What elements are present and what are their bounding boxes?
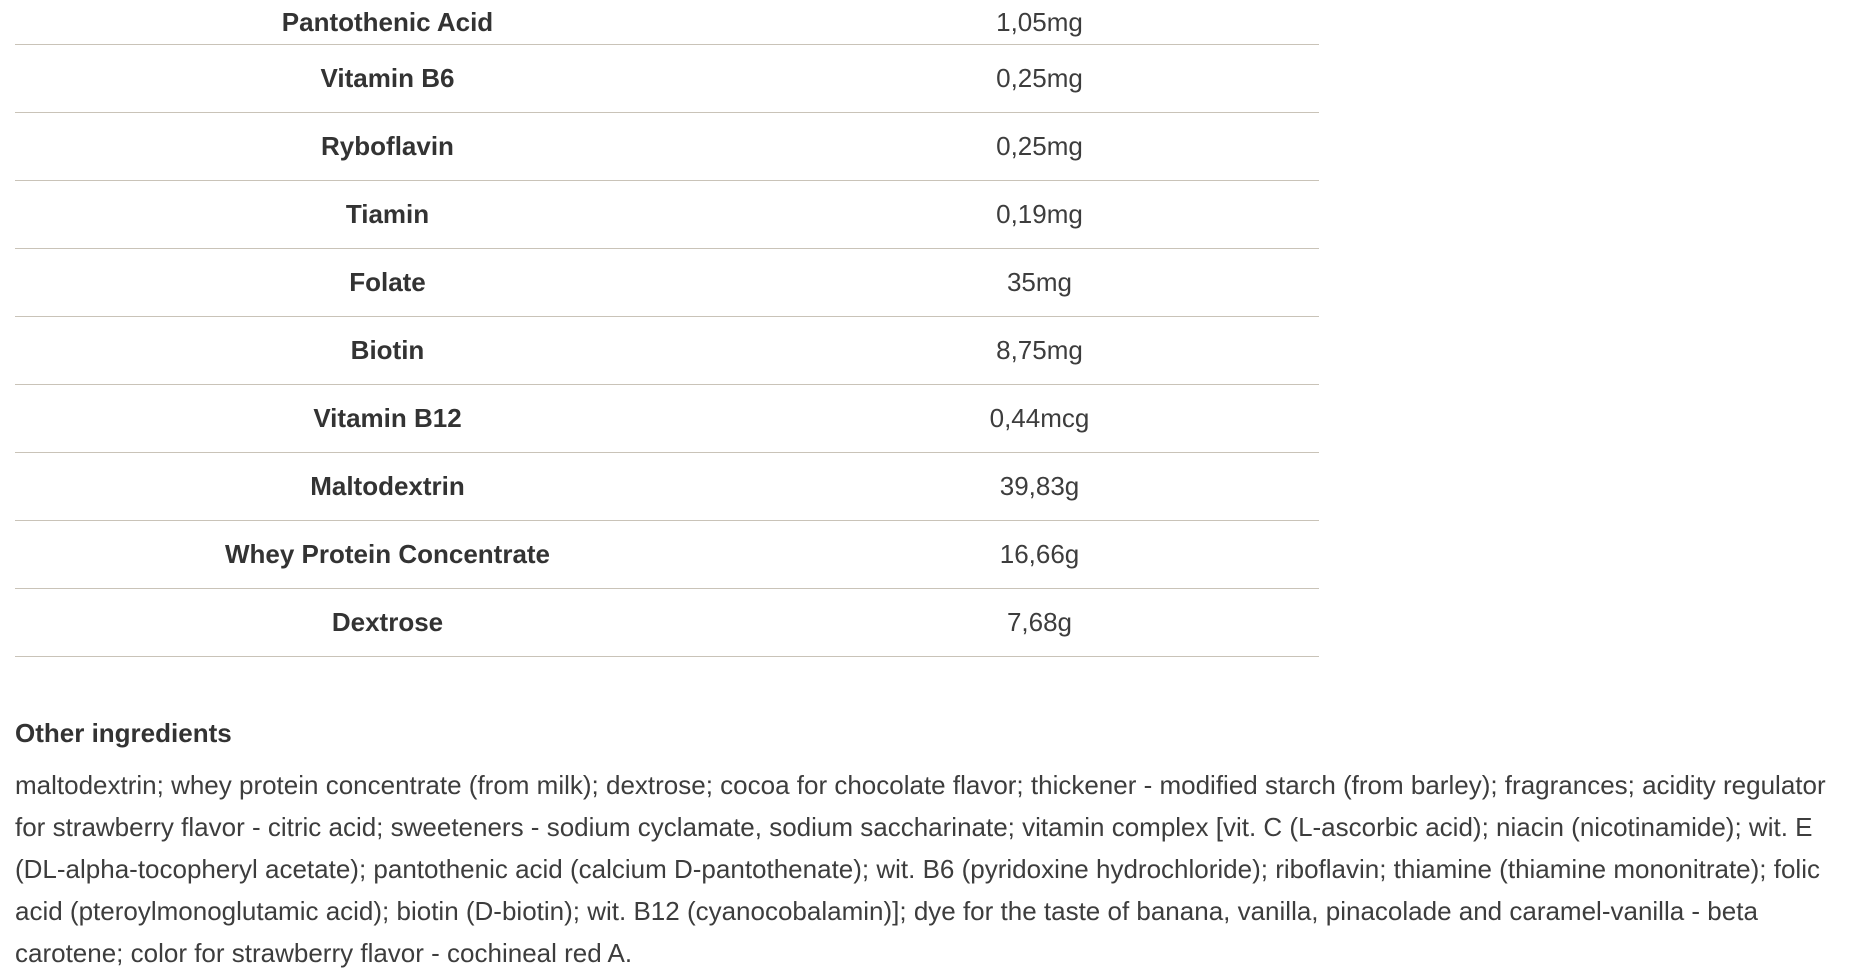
table-row	[15, 385, 1319, 453]
nutrient-name: Dextrose	[15, 589, 760, 657]
table-row	[15, 249, 1319, 317]
nutrient-amount: 16,66g	[760, 521, 1319, 589]
other-ingredients-text: maltodextrin; whey protein concentrate (from milk); dextrose; cocoa for chocolate flavor; thickener - modified starch (from barley); fragrances; acidity regulator for strawberry flavor - citric acid; sweeteners - sodium cyclamate, sodium saccharinate; vitamin complex [vit. C (L-ascorbic acid); niacin (nicotinamide); wit. E (DL-alpha-tocopheryl acetate); pantothenic acid (calcium D-pantothenate); wit. B6 (pyridoxine hydrochloride); riboflavin; thiamine (thiamine mononitrate); folic acid (pteroylmonoglutamic acid); biotin (D-biotin); wit. B12 (cyanocobalamin)]; dye for the taste of banana, vanilla, pinacolade and caramel-vanilla - beta carotene; color for strawberry flavor - cochineal red A.	[15, 770, 1826, 968]
table-row	[15, 45, 1319, 113]
nutrient-name: Maltodextrin	[15, 453, 760, 521]
nutrient-amount: 7,68g	[760, 589, 1319, 657]
nutrient-amount: 39,83g	[760, 453, 1319, 521]
table-row	[15, 0, 1319, 45]
nutrient-name: Biotin	[15, 317, 760, 385]
nutrient-amount: 0,44mcg	[760, 385, 1319, 453]
table-row	[15, 453, 1319, 521]
table-row	[15, 521, 1319, 589]
nutrient-amount: 0,19mg	[760, 181, 1319, 249]
nutrient-amount: 1,05mg	[760, 0, 1319, 45]
table-row	[15, 317, 1319, 385]
nutrient-name: Vitamin B6	[15, 45, 760, 113]
table-row	[15, 181, 1319, 249]
nutrition-table	[15, 0, 1319, 657]
nutrient-name: Vitamin B12	[15, 385, 760, 453]
nutrient-name: Tiamin	[15, 181, 760, 249]
nutrient-name: Folate	[15, 249, 760, 317]
nutrient-name: Ryboflavin	[15, 113, 760, 181]
nutrient-name: Pantothenic Acid	[15, 0, 760, 45]
nutrient-name: Whey Protein Concentrate	[15, 521, 760, 589]
table-row	[15, 113, 1319, 181]
nutrient-amount: 8,75mg	[760, 317, 1319, 385]
other-ingredients-heading: Other ingredients	[15, 718, 232, 748]
nutrient-amount: 35mg	[760, 249, 1319, 317]
table-row	[15, 589, 1319, 657]
nutrition-table-body	[15, 0, 1319, 657]
nutrient-amount: 0,25mg	[760, 45, 1319, 113]
nutrient-amount: 0,25mg	[760, 113, 1319, 181]
other-ingredients-section	[15, 712, 1845, 974]
